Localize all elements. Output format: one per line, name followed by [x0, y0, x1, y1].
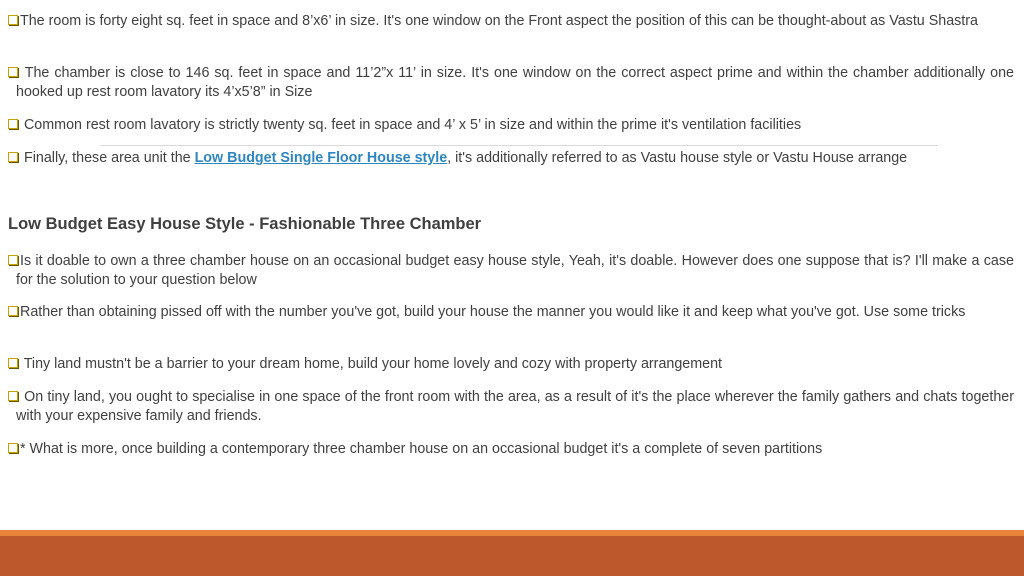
- checkbox-bullet-icon: [8, 255, 18, 265]
- divider-line: [100, 145, 938, 146]
- low-budget-single-floor-link[interactable]: Low Budget Single Floor House style: [194, 150, 448, 166]
- bullet-on-tiny-land: [8, 388, 1014, 425]
- bullet-chamber-size: [8, 64, 1014, 101]
- checkbox-bullet-icon: [8, 443, 18, 453]
- checkbox-bullet-icon: [8, 358, 18, 368]
- checkbox-bullet-icon: [8, 306, 18, 316]
- bullet-is-it-doable: [8, 252, 1014, 289]
- checkbox-bullet-icon: [8, 119, 18, 129]
- footer-band: [0, 536, 1024, 576]
- bullet-text: The chamber is close to 146 sq. feet in space and 11’2”x 11’ in size. It's one window on the correct aspect prime and within the chamber additionally one hooked up rest room lavatory its 4’x5’8” in Size: [16, 65, 1014, 100]
- bullet-what-is-more: [8, 440, 1014, 459]
- bullet-text: On tiny land, you ought to specialise in one space of the front room with the area, as a result of it's the place wherever the family gathers and chats together with your expensive family and friends.: [16, 389, 1014, 424]
- bullet-rather-than: [8, 303, 1014, 322]
- bullet-text: Common rest room lavatory is strictly twenty sq. feet in space and 4’ x 5’ in size and within the prime it's ventilation facilities: [20, 117, 802, 133]
- bullet-text: The room is forty eight sq. feet in space and 8’x6’ in size. It's one window on the Front aspect the position of this can be thought-about as Vastu Shastra: [20, 13, 978, 29]
- bullet-room-size: [8, 12, 1014, 31]
- bullet-text: * What is more, once building a contemporary three chamber house on an occasional budget it's a complete of seven partitions: [20, 441, 823, 457]
- section-heading: Low Budget Easy House Style - Fashionable Three Chamber: [8, 215, 482, 233]
- bullet-text: Is it doable to own a three chamber house on an occasional budget easy house style, Yeah, it's doable. However does one suppose that is? I'll make a case for the solution to your question below: [16, 253, 1014, 288]
- checkbox-bullet-icon: [8, 67, 18, 77]
- bullet-text: Rather than obtaining pissed off with the number you've got, build your house the manner you would like it and keep what you've got. Use some tricks: [20, 304, 966, 320]
- bullet-finally: [8, 149, 1014, 168]
- checkbox-bullet-icon: [8, 15, 18, 25]
- bullet-common-restroom: [8, 116, 1014, 135]
- bullet-text: Tiny land mustn't be a barrier to your dream home, build your home lovely and cozy with property arrangement: [20, 356, 723, 372]
- bullet-text-suffix: , it's additionally referred to as Vastu house style or Vastu House arrange: [447, 150, 908, 166]
- checkbox-bullet-icon: [8, 391, 18, 401]
- bullet-tiny-land: [8, 355, 1014, 374]
- checkbox-bullet-icon: [8, 152, 18, 162]
- bullet-text-prefix: Finally, these area unit the: [20, 150, 195, 166]
